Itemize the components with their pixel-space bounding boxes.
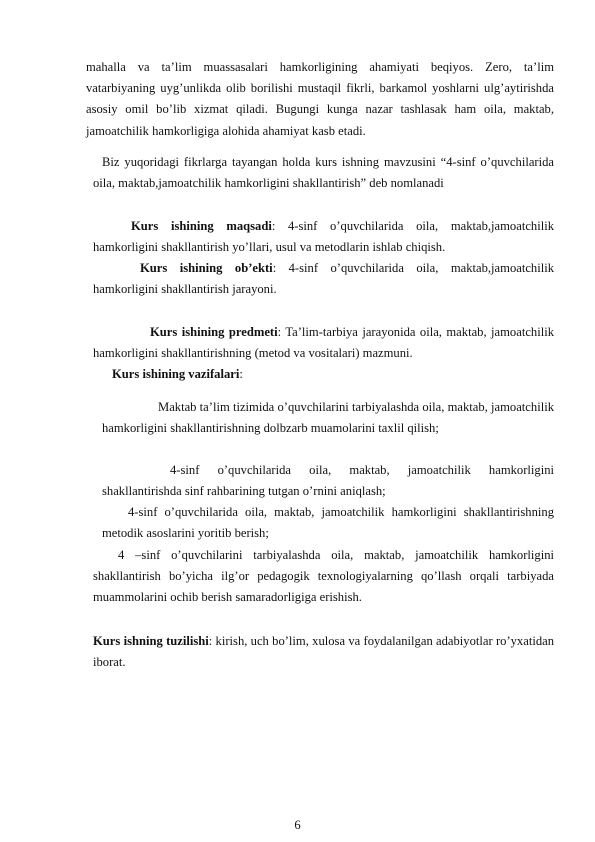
tasks-label: Kurs ishining vazifalari (112, 367, 240, 381)
goal-label: Kurs ishining maqsadi (131, 219, 272, 233)
paragraph-topic: Biz yuqoridagi fikrlarga tayangan holda kurs ishning mavzusini “4-sinf o’quvchilarida oila, maktab,jamoatchilik hamkorligini shakllantirish” deb nomlanadi (93, 155, 554, 191)
tasks-colon: : (239, 367, 243, 381)
paragraph-goal (93, 216, 554, 258)
object-text: : 4-sinf o’quvchilarida oila, maktab,jamoatchilik hamkorligini shakllantirish jarayoni. (93, 261, 555, 297)
paragraph-intro: mahalla va ta’lim muassasalari hamkorligining ahamiyati beqiyos. Zero, ta’lim vatarbiyaning uyg’unlikda olib borilishi mustaqil fikrli, barkamol yoshlarni ulg’aytirishda asosiy omil bo’lib xizmat qiladi. Bugungi kunga nazar tashlasak ham oila, maktab, jamoatchilik hamkorligiga alohida ahamiyat kasb etadi. (86, 60, 554, 138)
paragraph-subject (93, 322, 554, 364)
subject-label: Kurs ishining predmeti (150, 325, 278, 339)
paragraph-tasks-heading (112, 364, 554, 385)
structure-text: : kirish, uch bo’lim, xulosa va foydalanilgan adabiyotlar ro’yxatidan iborat. (93, 634, 555, 670)
task-item-1: Maktab ta’lim tizimida o’quvchilarini tarbiyalashda oila, maktab, jamoatchilik hamkorligini shakllantirishning dolbzarb muamolarini taxlil qilish; (102, 400, 554, 436)
object-label: Kurs ishining ob’ekti (140, 261, 273, 275)
paragraph-object (93, 258, 554, 300)
task-item-4: 4 –sinf o’quvchilarini tarbiyalashda oila, maktab, jamoatchilik hamkorligini shakllantirish bo’yicha ilg’or pedagogik texnologiyalarning qo’llash orqali tarbiyada muammolarini ochib berish samaradorligiga erishish. (93, 548, 554, 605)
paragraph-structure (93, 631, 554, 673)
task-item-2: 4-sinf o’quvchilarida oila, maktab, jamoatchilik hamkorligini shakllantirishda sinf rahbarining tutgan o’rnini aniqlash; (102, 463, 554, 499)
subject-text: : Ta’lim-tarbiya jarayonida oila, maktab, jamoatchilik hamkorligini shakllantirishning (metod va vositalari) mazmuni. (93, 325, 554, 361)
task-item-3: 4-sinf o’quvchilarida oila, maktab, jamoatchilik hamkorligini shakllantirishning metodik asoslarini yoritib berish; (102, 505, 554, 541)
page-number: 6 (294, 818, 301, 832)
structure-label: Kurs ishning tuzilishi (93, 634, 209, 648)
goal-text: : 4-sinf o’quvchilarida oila, maktab,jamoatchilik hamkorligini shakllantirish yo’llari, usul va metodlarin ishlab chiqish. (93, 219, 554, 255)
